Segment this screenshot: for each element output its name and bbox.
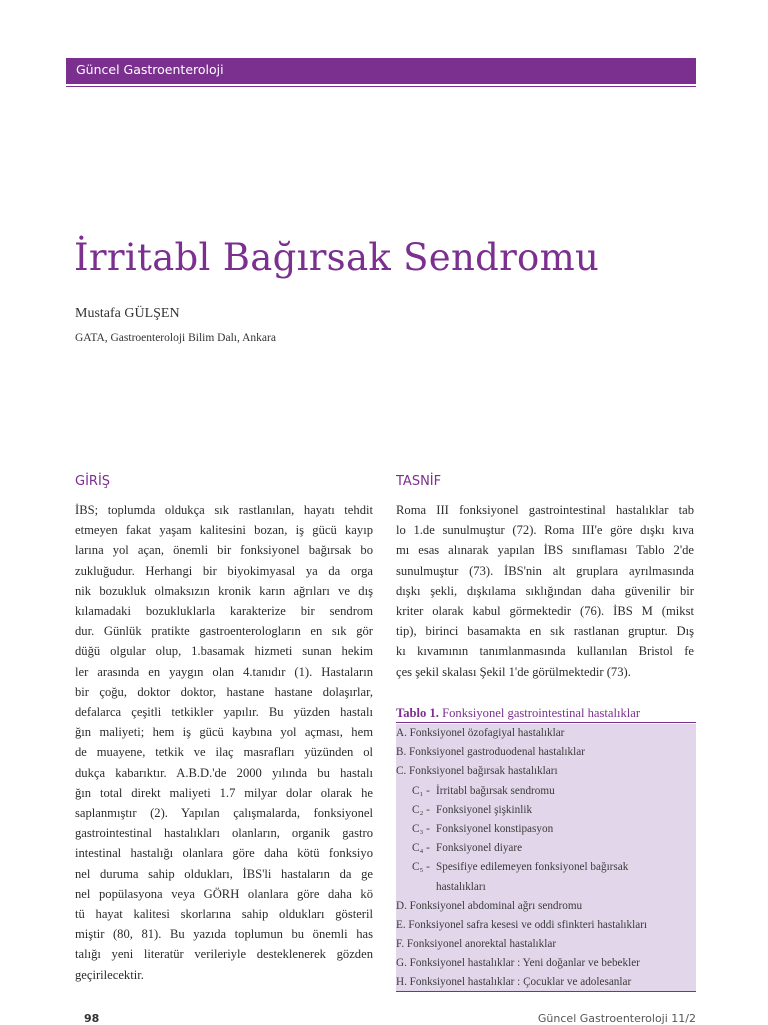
table-row xyxy=(396,724,696,743)
giris-line: saplanmıştır (2). Yapılan çalışmalarda, fonksiyonel xyxy=(75,806,373,821)
table-row-code: C₄ - xyxy=(412,842,430,855)
table-row-code: C₃ - xyxy=(412,822,430,835)
tasnif-line: Roma III fonksiyonel gastrointestinal hastalıklar tab xyxy=(396,503,694,517)
table-row xyxy=(396,954,696,973)
tasnif-line: sunulmuştur (73). İBS'nin alt gruplara ayrılmasında xyxy=(396,563,694,578)
table-row xyxy=(396,743,696,762)
table-row-text: İrritabl bağırsak sendromu xyxy=(436,784,555,797)
tasnif-line: lo 1.de sunulmuştur (72). Roma III'e göre dışkı kıva xyxy=(396,523,694,538)
giris-line: İBS; toplumda oldukça sık rastlanılan, hayatı tehdit xyxy=(75,503,373,517)
table-row-text: Fonksiyonel diyare xyxy=(436,842,523,855)
classification-table xyxy=(396,724,696,991)
table-row-text: G. Fonksiyonel hastalıklar : Yeni doğanlar ve bebekler xyxy=(396,957,640,970)
giris-line: geçirilecektir. xyxy=(75,967,144,982)
giris-line: de muayene, tetkik ve ilaç masrafları yüzünden ol xyxy=(75,745,373,760)
table-row-code: C₁ - xyxy=(412,784,430,797)
tasnif-line: tip), birinci basamakta en sık rastlanan gruptur. Dış xyxy=(396,624,694,639)
author-affiliation: GATA, Gastroenteroloji Bilim Dalı, Ankara xyxy=(75,332,276,344)
tasnif-line: çes şekil skalası Şekil 1'de görülmektedir (73). xyxy=(396,664,631,679)
table-row-text: hastalıkları xyxy=(436,880,486,893)
giris-line: nel popülasyona veya GÖRH olanlara göre daha kö xyxy=(75,886,373,901)
table-row-text: D. Fonksiyonel abdominal ağrı sendromu xyxy=(396,899,583,912)
table-row xyxy=(396,858,696,877)
table-row xyxy=(396,878,696,897)
header-rule xyxy=(66,86,696,87)
table-row-text: Fonksiyonel konstipasyon xyxy=(436,822,554,835)
section-title-tasnif: TASNİF xyxy=(396,474,442,489)
giris-line: zukluğudur. Herhangi bir biyokimyasal ya da orga xyxy=(75,563,373,578)
tasnif-line: mı esas alınarak yapılan İBS sınıflaması Tablo 2'de xyxy=(396,543,694,558)
table-row xyxy=(396,839,696,858)
giris-body xyxy=(75,500,373,985)
article-author: Mustafa GÜLŞEN xyxy=(75,306,180,321)
table-row xyxy=(396,801,696,820)
giris-line: bir çoğu, doktor doktor, hastane hastane dolaşırlar, xyxy=(75,684,373,699)
table-row-code: C₂ - xyxy=(412,803,430,816)
section-title-giris: GİRİŞ xyxy=(75,474,111,489)
tasnif-line: kı kıvamının tanımlanmasında kullanılan Bristol fe xyxy=(396,644,694,659)
giris-line: nel duruma sahip oldukları, İBS'li hastaların da ge xyxy=(75,866,373,881)
giris-line: talığı yeni literatür verileriyle desteklenerek gözden xyxy=(75,947,373,962)
giris-line: ğın total direkt maliyeti 1.7 milyar dolar olarak he xyxy=(75,785,373,800)
table-row-text: A. Fonksiyonel özofagiyal hastalıklar xyxy=(396,727,565,739)
table-bottom-rule xyxy=(396,991,696,992)
table-row xyxy=(396,820,696,839)
giris-line: intestinal hastalığı olanlara göre daha kötü fonksiyo xyxy=(75,846,373,861)
giris-line: ğın maliyeti; hem iş gücü kaybına yol açması, hem xyxy=(75,725,373,740)
tasnif-line: kriter olarak kabul görmektedir (76). İBS M (mikst xyxy=(396,604,694,619)
giris-line: dukça kabarıktır. A.B.D.'de 2000 yılında bu hastalı xyxy=(75,765,373,780)
giris-line: kılamadaki bozukluklarla karakterize bir sendrom xyxy=(75,604,373,619)
giris-line: dur. Günlük pratikte gastroenterologların en sık gör xyxy=(75,624,373,639)
giris-line: etmeyen fakat yaşam kalitesini bozan, iş gücü kayıp xyxy=(75,523,373,538)
giris-line: ler arasında en yaygın olan 4.tanıdır (1). Hastaların xyxy=(75,664,373,679)
table-row-code: C₅ - xyxy=(412,861,430,874)
table-row-text: E. Fonksiyonel safra kesesi ve oddi sfinkteri hastalıkları xyxy=(396,918,648,931)
table-row xyxy=(396,916,696,935)
table-row-text: H. Fonksiyonel hastalıklar : Çocuklar ve adolesanlar xyxy=(396,976,632,989)
table-caption-text: Fonksiyonel gastrointestinal hastalıklar xyxy=(442,706,641,720)
table-row xyxy=(396,782,696,801)
table-row-text: B. Fonksiyonel gastroduodenal hastalıklar xyxy=(396,746,585,759)
journal-header-bar xyxy=(66,58,696,84)
tasnif-body xyxy=(396,500,694,682)
giris-line: gastrointestinal hastalıkları olanların, organik gastro xyxy=(75,826,373,841)
page-number: 98 xyxy=(84,1012,100,1025)
table-row xyxy=(396,935,696,954)
table-row xyxy=(396,897,696,916)
giris-line: larına yol açan, önemli bir fonksiyonel bağırsak bo xyxy=(75,543,373,558)
table-row-text: Spesifiye edilemeyen fonksiyonel bağırsak xyxy=(436,861,629,874)
tasnif-line: dışkı şekli, dışkılama sıklığından daha güvenilir bir xyxy=(396,583,694,598)
giris-line: miştir (80, 81). Bu yazıda toplumun bu önemli has xyxy=(75,927,373,942)
table-top-rule xyxy=(396,722,696,723)
table-row xyxy=(396,973,696,992)
table-row-text: F. Fonksiyonel anorektal hastalıklar xyxy=(396,938,557,951)
table-caption xyxy=(396,706,640,721)
giris-line: düğü olgular olup, 1.basamak hizmeti sunan hekim xyxy=(75,644,373,659)
journal-name: Güncel Gastroenteroloji xyxy=(76,62,224,77)
table-label: Tablo 1. xyxy=(396,706,439,720)
article-title: İrritabl Bağırsak Sendromu xyxy=(74,236,600,279)
table-row-text: Fonksiyonel şişkinlik xyxy=(436,803,533,816)
giris-line: tü hayat kalitesi skorlarına sahip oldukları gösteril xyxy=(75,907,373,922)
footer-journal-issue: Güncel Gastroenteroloji 11/2 xyxy=(537,1012,696,1025)
giris-line: nik bozukluk olmaksızın kronik karın ağrıları ve dış xyxy=(75,583,373,598)
giris-line: defalarca çeşitli tetkikler yapılır. Bu yüzden hastalı xyxy=(75,705,373,720)
table-row xyxy=(396,762,696,781)
table-row-text: C. Fonksiyonel bağırsak hastalıkları xyxy=(396,765,558,778)
